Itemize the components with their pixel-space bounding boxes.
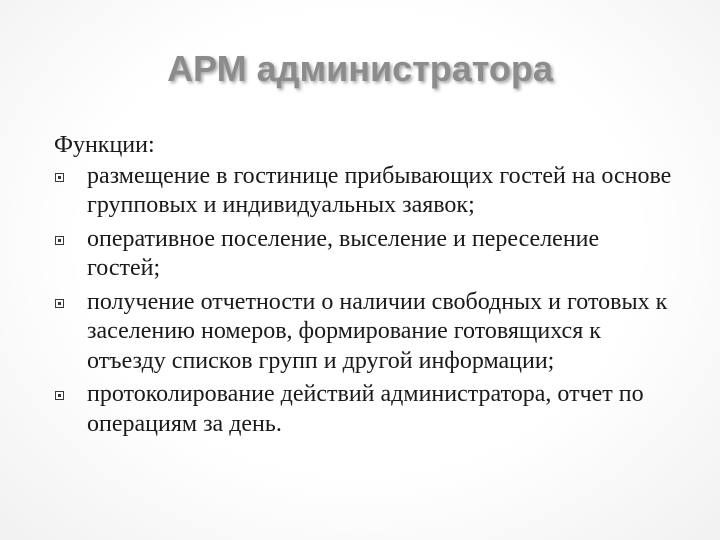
list-item <box>54 288 674 377</box>
list-item-text: протоколирование действий администратора, отчет по операциям за день. <box>87 381 644 437</box>
square-bullet-icon <box>55 391 64 400</box>
list-item-text: размещение в гостинице прибывающих гостей на основе групповых и индивидуальных заявок; <box>87 162 672 218</box>
list-item-text: получение отчетности о наличии свободных и готовых к заселению номеров, формирование готовящихся к отъезду списков групп и другой информации; <box>87 288 668 374</box>
slide-title: АРМ администратора <box>167 48 553 89</box>
list-item <box>54 380 674 439</box>
list-item-text: оперативное поселение, выселение и переселение гостей; <box>87 225 600 281</box>
functions-heading: Функции: <box>54 132 155 158</box>
list-item <box>54 225 674 284</box>
square-bullet-icon <box>55 299 64 308</box>
slide-body <box>54 131 674 443</box>
list-item <box>54 162 674 221</box>
square-bullet-icon <box>55 173 64 182</box>
square-bullet-icon <box>55 236 64 245</box>
functions-list <box>54 162 674 440</box>
